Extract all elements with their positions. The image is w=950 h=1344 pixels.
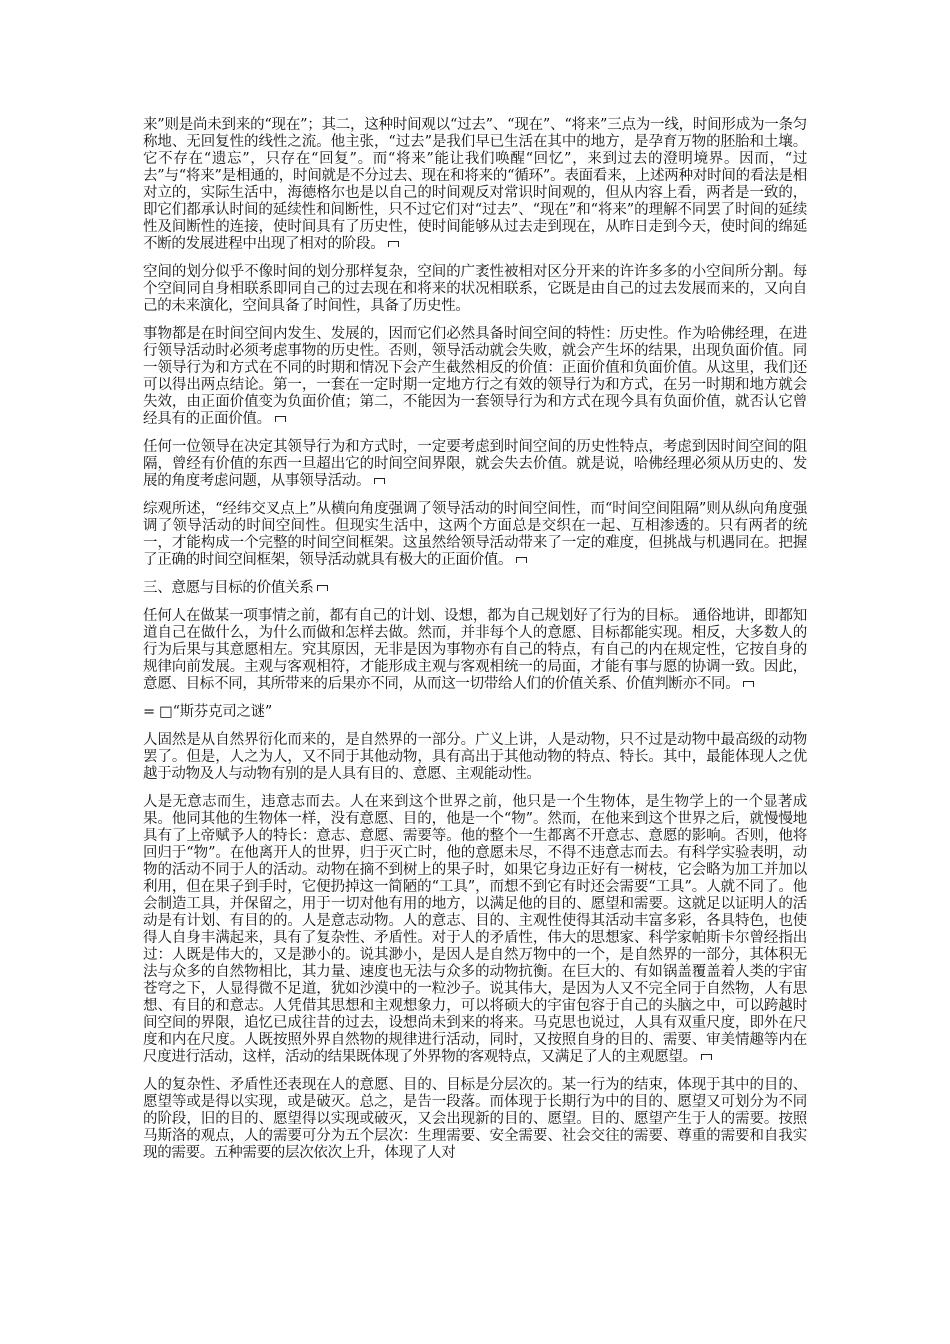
paragraph-space-division: 空间的划分似乎不像时间的划分那样复杂，空间的广袤性被相对区分开来的许许多多的小空间所分割。每个空间同自身相联系即同自己的过去现在和将来的状况相联系，它既是由自己的过去发展而来的，又向自己的未来演化，空间具备了时间性，具备了历史性。: [143, 264, 807, 314]
paragraph-leadership-time-space: 任何一位领导在决定其领导行为和方式时，一定要考虑到时间空间的历史性特点，考虑到因时间空间的阻隔，曾经有价值的东西一旦超出它的时间空间界限，就会失去价值。就是说，哈佛经理必须从历史的、发展的角度考虑问题，从事领导活动。: [143, 439, 807, 489]
paragraph-mark-icon: [275, 416, 286, 422]
paragraph-intention-goal: 任何人在做某一项事情之前，都有自己的计划、设想，都为自己规划好了行为的目标。 通俗地讲，即都知道自己在做什么，为什么而做和怎样去做。然而，并非每个人的意愿、目标都能实现。相反，大多数人的行为后果与其意愿相左。究其原因，无非是因为事物亦有自己的特点，有自己的内在规定性，它按自身的规律向前发展。主观与客观相符，才能形成主观与客观相统一的局面，才能有事与愿的协调一致。因此，意愿、目标不同，其所带来的后果亦不同，从而这一切带给人们的价值关系、价值判断亦不同。: [143, 608, 807, 692]
paragraph-mark-icon: [374, 478, 385, 484]
paragraph-mark-icon: [701, 1054, 712, 1060]
paragraph-time-view: 来”则是尚未到来的“现在”；其二，这种时间观以“过去”、“现在”、“将来”三点为一线，时间形成为一条匀称地、无回复性的线性之流。他主张，“过去”是我们早已生活在其中的地方，是孕育万物的胚胎和土壤。它不存在“遗忘”，只存在“回复”。而“将来”能让我们唤醒“回忆”，来到过去的澄明境界。因而，“过去”与“将来”是相通的，时间就是不分过去、现在和将来的“循环”。表面看来，上述两种对时间的看法是相对立的，实际生活中，海德格尔也是以自己的时间观反对常识时间观的，但从内容上看，两者是一致的，即它们都承认时间的延续性和间断性，只不过它们对“过去”、“现在”和“将来”的理解不同罢了时间的延续性及间断性的连接，使时间具有了历史性，使时间能够从过去走到现在，从昨日走到今天，使时间的绵延不断的发展进程中出现了相对的阶段。: [143, 117, 807, 252]
document-page: [143, 117, 807, 1173]
paragraph-human-will: 人是无意志而生，违意志而去。人在来到这个世界之前，他只是一个生物体，是生物学上的一个显著成果。他同其他的生物体一样，没有意愿、目的，他是一个“物”。然而，在他来到这个世界之后，就慢慢地具有了上帝赋予人的特长：意志、意愿、需要等。他的整个一生都离不开意志、意愿的影响。否则，他将回归于“物”。在他离开人的世界，归于灭亡时，他的意愿未尽，不得不违意志而去。有科学实验表明，动物的活动不同于人的活动。动物在摘不到树上的果子时，如果它身边正好有一树枝，它会略为加工并加以利用，但在果子到手时，它便扔掉这一简陋的“工具”，而想不到它有时还会需要“工具”。人就不同了。他会制造工具，并保留之，用于一切对他有用的地方，以满足他的目的、愿望和需要。这就足以证明人的活动是有计划、有目的的。人是意志动物。人的意志、目的、主观性使得其活动丰富多彩，各具特色，也使得人自身丰满起来，具有了复杂性、矛盾性。对于人的矛盾性，伟大的思想家、科学家帕斯卡尔曾经指出过：人既是伟大的，又是渺小的。说其渺小，是因人是自然万物中的一个，是自然界的一部分，其体积无法与众多的自然物相比，其力量、速度也无法与众多的动物抗衡。在巨大的、有如锅盖覆盖着人类的宇宙苍穹之下，人显得微不足道，犹如沙漠中的一粒沙子。说其伟大，是因为人又不完全同于自然物，人有思想、有目的和意志。人凭借其思想和主观想象力，可以将硕大的宇宙包容于自己的头脑之中，可以跨越时间空间的界限，追忆已成往昔的过去，设想尚未到来的将来。马克思也说过，人具有双重尺度，即外在尺度和内在尺度。人既按照外界自然物的规律进行活动，同时，又按照自身的目的、需要、审美情趣等内在尺度进行活动，这样，活动的结果既体现了外界物的客观特点，又满足了人的主观愿望。: [143, 794, 807, 1065]
subsection-heading: = □“斯芬克司之谜”: [143, 704, 272, 720]
paragraph-summary: 综观所述，“经纬交叉点上”从横向角度强调了领导活动的时间空间性，而“时间空间阻隔”则从纵向角度强调了领导活动的时间空间性。但现实生活中，这两个方面总是交织在一起、互相渗透的。只有两者的统一，才能构成一个完整的时间空间框架。这虽然给领导活动带来了一定的难度，但挑战与机遇同在。把握了正确的时间空间框架，领导活动就具有极大的正面价值。: [143, 501, 807, 568]
paragraph-mark-icon: [388, 241, 399, 247]
paragraph-historicity: 事物都是在时间空间内发生、发展的，因而它们必然具备时间空间的特性：历史性。作为哈佛经理，在进行领导活动时必须考虑事物的历史性。否则，领导活动就会失败，就会产生坏的结果，出现负面价值。同一领导行为和方式在不同的时期和情况下会产生截然相反的价值：正面价值和负面价值。从这里，我们还可以得出两点结论。第一，一套在一定时期一定地方行之有效的领导行为和方式，在另一时期和地方就会失效，由正面价值变为负面价值；第二，不能因为一套领导行为和方式在现今具有负面价值，就否认它曾经具有的正面价值。: [143, 326, 807, 427]
paragraph-mark-icon: [516, 557, 527, 563]
subheading-prefix: =: [143, 704, 155, 720]
section-heading: 三、意愿与目标的价值关系: [143, 580, 807, 597]
paragraph-human-nature: 人固然是从自然界衍化而来的，是自然界的一部分。广义上讲，人是动物，只不过是动物中最高级的动物罢了。但是，人之为人，又不同于其他动物，具有高出于其他动物的特点、特长。其中，最能体现人之优越于动物及人与动物有别的是人具有目的、意愿、主观能动性。: [143, 732, 807, 782]
paragraph-mark-icon: [743, 681, 754, 687]
paragraph-mark-icon: [317, 585, 328, 591]
paragraph-human-complexity: 人的复杂性、矛盾性还表现在人的意愿、目的、目标是分层次的。某一行为的结束，体现于其中的目的、愿望等或是得以实现，或是破灭。总之，是告一段落。而体现于长期行为中的目的、愿望又可划分为不同的阶段，旧的目的、愿望得以实现或破灭，又会出现新的目的、愿望。目的、愿望产生于人的需要。按照马斯洛的观点，人的需要可分为五个层次：生理需要、安全需要、社会交往的需要、尊重的需要和自我实现的需要。五种需要的层次依次上升，体现了人对: [143, 1077, 807, 1161]
